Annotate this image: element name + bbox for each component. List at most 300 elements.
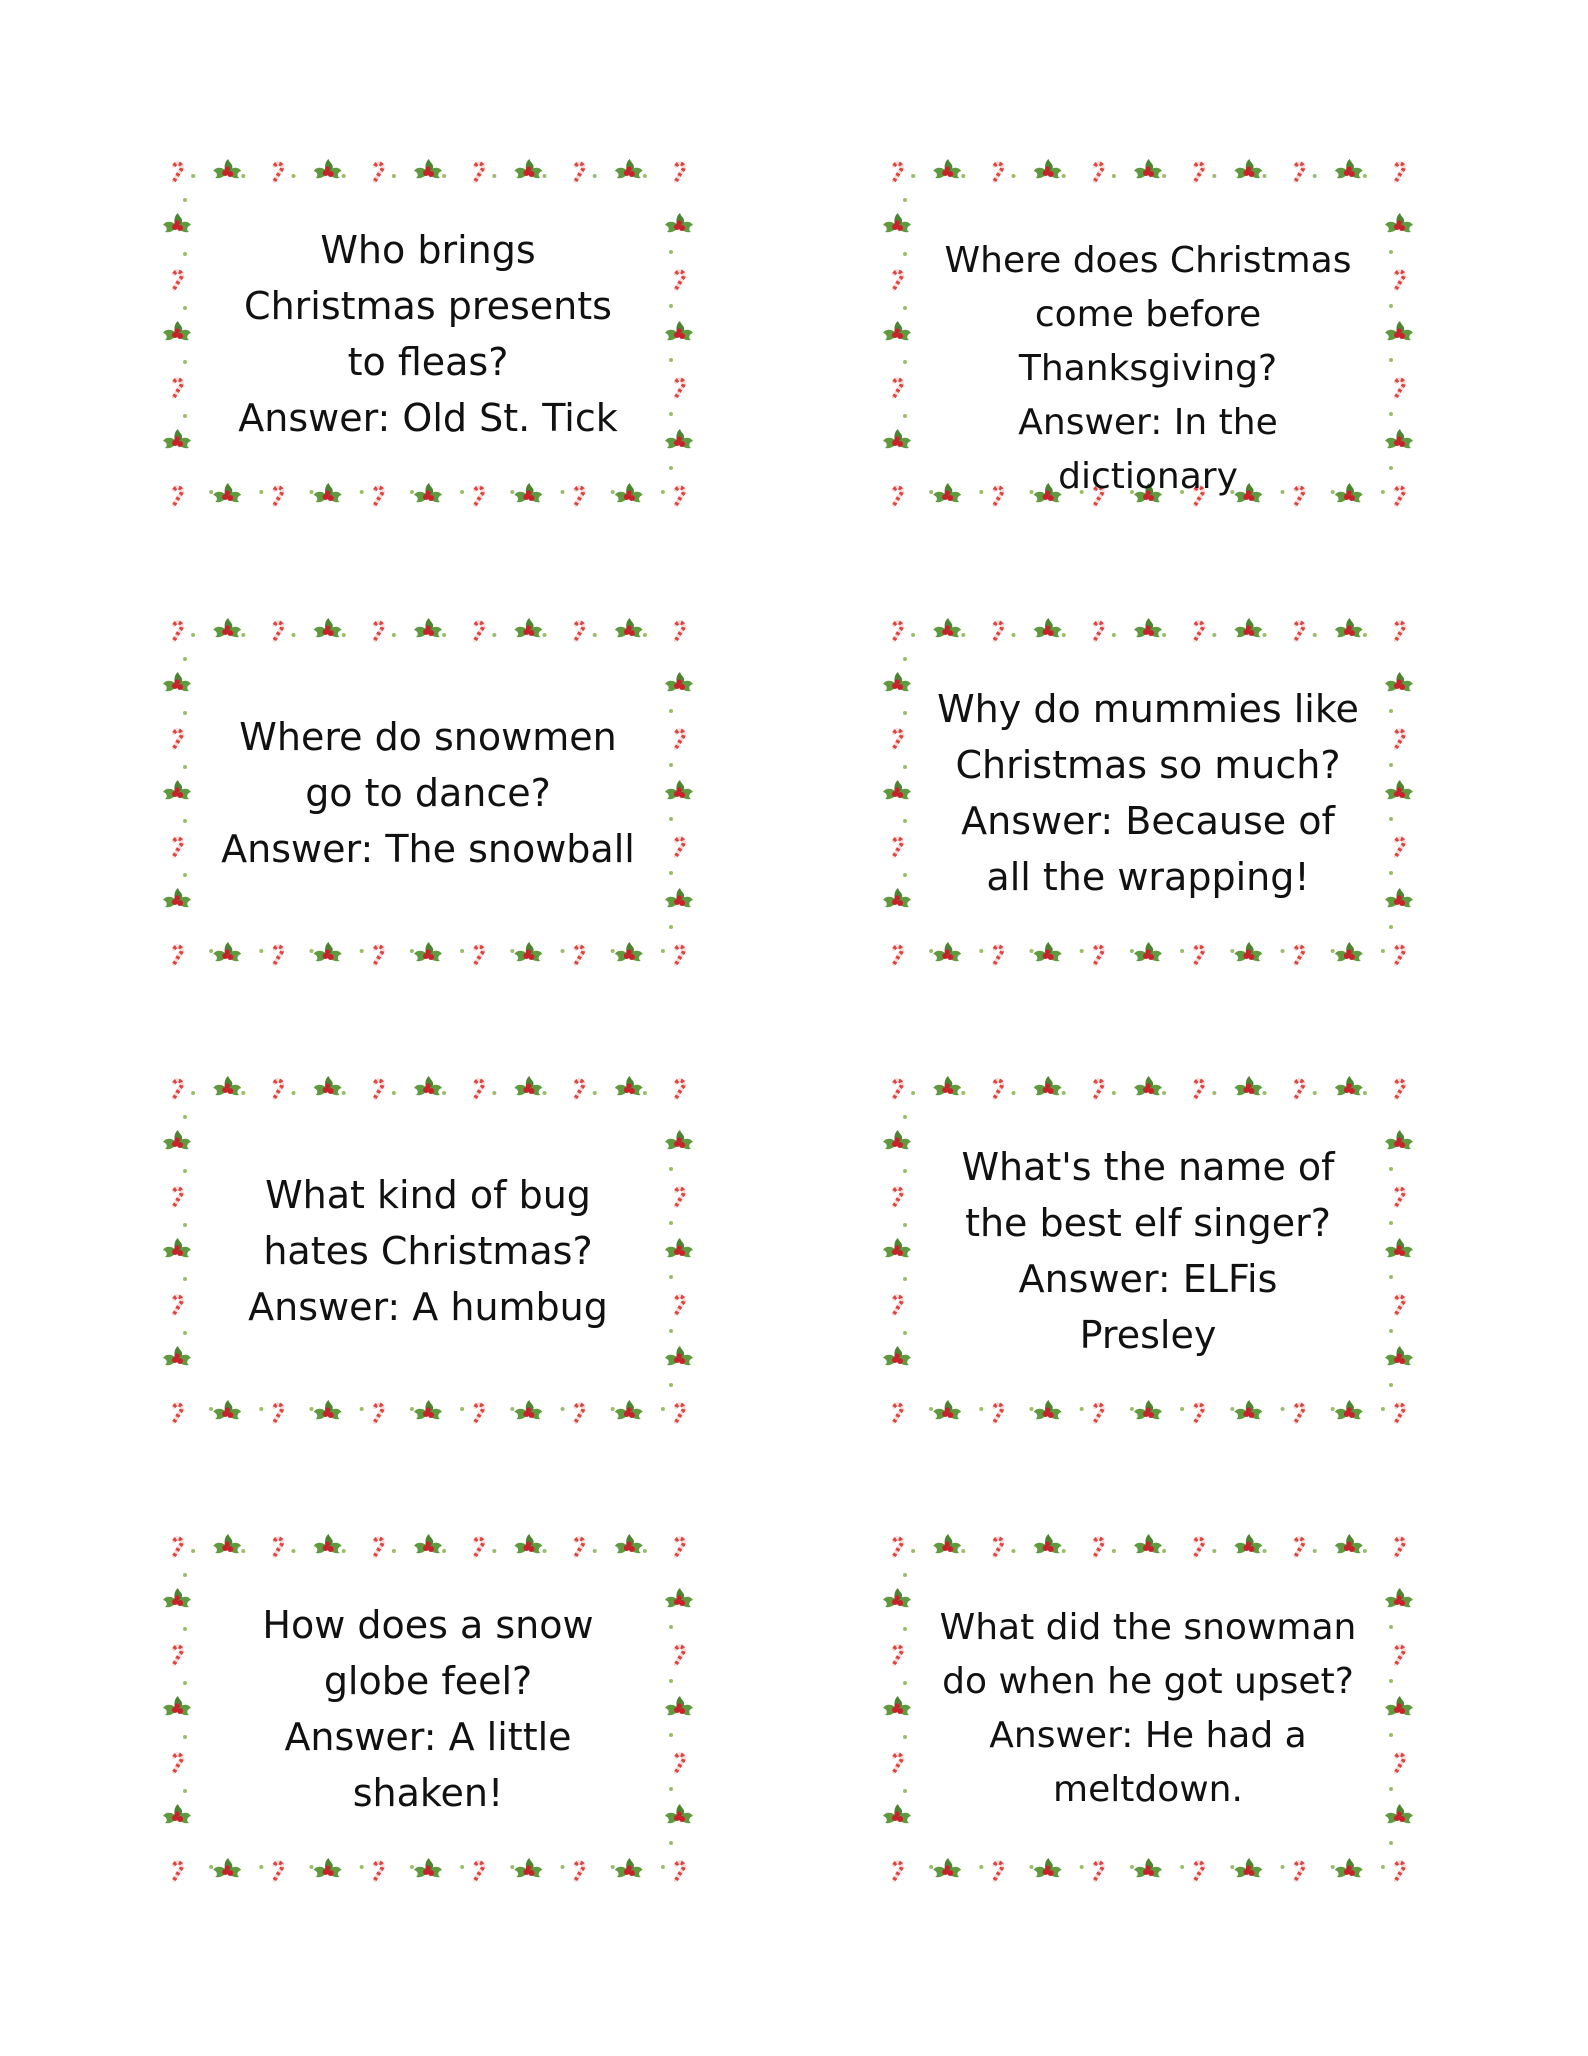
- border-dot: [1389, 925, 1393, 929]
- border-dot: [410, 1407, 414, 1411]
- holly-icon: [1385, 1588, 1413, 1607]
- candy-cane-icon: [1095, 1404, 1103, 1422]
- border-dot: [669, 1167, 673, 1171]
- candy-cane-icon: [1396, 946, 1404, 964]
- border-dot: [183, 1789, 187, 1793]
- holly-icon: [314, 1400, 342, 1419]
- holly-icon: [1234, 618, 1262, 637]
- candy-cane-icon: [676, 838, 684, 856]
- holly-icon: [883, 321, 911, 340]
- border-dot: [643, 1091, 647, 1095]
- border-dot: [1381, 1407, 1385, 1411]
- holly-icon: [414, 942, 442, 961]
- border-dot: [929, 1407, 933, 1411]
- border-dot: [259, 949, 263, 953]
- candy-cane-icon: [676, 1188, 684, 1206]
- candy-cane-icon: [1195, 1538, 1203, 1556]
- border-dot: [183, 306, 187, 310]
- border-dot: [392, 1549, 396, 1553]
- joke-answer-line: shaken!: [352, 1771, 504, 1815]
- border-dot: [903, 1681, 907, 1685]
- holly-icon: [1134, 942, 1162, 961]
- joke-answer-line: Presley: [1079, 1313, 1217, 1357]
- holly-icon: [163, 780, 191, 799]
- candy-cane-icon: [274, 1080, 282, 1098]
- border-dot: [1130, 1865, 1134, 1869]
- joke-answer-line: Answer: In the: [1018, 402, 1278, 443]
- candy-cane-icon: [676, 379, 684, 397]
- joke-card-7: [163, 1533, 693, 1885]
- border-dot: [1162, 174, 1166, 178]
- joke-line: What kind of bug: [265, 1173, 591, 1217]
- candy-cane-icon: [375, 487, 383, 505]
- border-dot: [1080, 1407, 1084, 1411]
- holly-icon: [665, 1346, 693, 1365]
- holly-icon: [213, 942, 241, 961]
- candy-cane-icon: [1195, 946, 1203, 964]
- holly-icon: [213, 1858, 241, 1877]
- candy-cane-icon: [375, 1404, 383, 1422]
- candy-cane-icon: [1296, 1404, 1304, 1422]
- holly-icon: [1335, 1400, 1363, 1419]
- holly-icon: [163, 1804, 191, 1823]
- border-dot: [669, 1383, 673, 1387]
- border-dot: [209, 1865, 213, 1869]
- holly-icon: [933, 1534, 961, 1553]
- holly-icon: [1335, 618, 1363, 637]
- border-dot: [1162, 1091, 1166, 1095]
- border-dot: [1263, 1091, 1267, 1095]
- border-dot: [183, 252, 187, 256]
- holly-icon: [933, 618, 961, 637]
- border-dot: [241, 1091, 245, 1095]
- holly-icon: [314, 1534, 342, 1553]
- candy-cane-icon: [1396, 1862, 1404, 1880]
- border-dot: [669, 1329, 673, 1333]
- holly-icon: [314, 483, 342, 502]
- border-dot: [1062, 633, 1066, 637]
- holly-icon: [615, 942, 643, 961]
- border-dot: [1030, 1865, 1034, 1869]
- border-dot: [1381, 949, 1385, 953]
- holly-icon: [883, 672, 911, 691]
- candy-cane-icon: [676, 1646, 684, 1664]
- candy-cane-icon: [576, 1080, 584, 1098]
- border-dot: [410, 949, 414, 953]
- holly-icon: [665, 213, 693, 232]
- border-dot: [911, 633, 915, 637]
- holly-icon: [1335, 942, 1363, 961]
- holly-icon: [314, 1858, 342, 1877]
- border-dot: [669, 412, 673, 416]
- holly-icon: [933, 1400, 961, 1419]
- border-dot: [903, 1627, 907, 1631]
- candy-cane-icon: [994, 1538, 1002, 1556]
- border-dot: [1263, 174, 1267, 178]
- border-dot: [561, 1865, 565, 1869]
- holly-icon: [514, 618, 542, 637]
- border-dot: [543, 1549, 547, 1553]
- border-dot: [1389, 1221, 1393, 1225]
- joke-answer-line: Answer: The snowball: [221, 827, 635, 871]
- border-dot: [241, 1549, 245, 1553]
- candy-cane-icon: [475, 622, 483, 640]
- candy-cane-icon: [1095, 946, 1103, 964]
- candy-cane-icon: [174, 1188, 182, 1206]
- joke-line: Christmas presents: [244, 284, 612, 328]
- joke-text: [203, 661, 653, 925]
- border-dot: [903, 1573, 907, 1577]
- candy-cane-icon: [375, 622, 383, 640]
- holly-icon: [883, 888, 911, 907]
- border-dot: [903, 198, 907, 202]
- holly-icon: [213, 483, 241, 502]
- border-dot: [561, 490, 565, 494]
- joke-answer-line: Answer: He had a: [989, 1715, 1307, 1756]
- border-dot: [1313, 174, 1317, 178]
- border-dot: [1030, 949, 1034, 953]
- border-dot: [669, 304, 673, 308]
- candy-cane-icon: [274, 1538, 282, 1556]
- candy-cane-icon: [475, 487, 483, 505]
- holly-icon: [615, 1858, 643, 1877]
- border-dot: [191, 174, 195, 178]
- candy-cane-icon: [174, 838, 182, 856]
- holly-icon: [1134, 1534, 1162, 1553]
- border-dot: [1230, 1407, 1234, 1411]
- candy-cane-icon: [274, 1404, 282, 1422]
- joke-line: do when he got upset?: [942, 1661, 1354, 1702]
- border-dot: [1281, 1865, 1285, 1869]
- candy-cane-icon: [894, 1862, 902, 1880]
- holly-icon: [514, 159, 542, 178]
- border-dot: [903, 1277, 907, 1281]
- border-dot: [360, 490, 364, 494]
- holly-icon: [213, 618, 241, 637]
- border-dot: [183, 1627, 187, 1631]
- joke-text: [923, 661, 1373, 925]
- border-dot: [611, 1407, 615, 1411]
- holly-icon: [514, 1400, 542, 1419]
- border-dot: [191, 1549, 195, 1553]
- border-dot: [492, 633, 496, 637]
- candy-cane-icon: [274, 487, 282, 505]
- holly-icon: [665, 1238, 693, 1257]
- border-dot: [593, 1549, 597, 1553]
- joke-line: Thanksgiving?: [1018, 348, 1278, 389]
- joke-card-5: [163, 1075, 693, 1427]
- border-dot: [903, 1789, 907, 1793]
- holly-icon: [314, 942, 342, 961]
- holly-icon: [1234, 1534, 1262, 1553]
- border-dot: [1263, 633, 1267, 637]
- holly-icon: [933, 942, 961, 961]
- joke-answer-line: meltdown.: [1053, 1769, 1243, 1810]
- border-dot: [1012, 1549, 1016, 1553]
- border-dot: [292, 1549, 296, 1553]
- border-dot: [1012, 1091, 1016, 1095]
- border-dot: [669, 871, 673, 875]
- border-dot: [1080, 949, 1084, 953]
- holly-icon: [314, 159, 342, 178]
- holly-icon: [1385, 780, 1413, 799]
- border-dot: [442, 1091, 446, 1095]
- border-dot: [903, 819, 907, 823]
- border-dot: [183, 1331, 187, 1335]
- candy-cane-icon: [1296, 1080, 1304, 1098]
- border-dot: [669, 1679, 673, 1683]
- holly-icon: [514, 483, 542, 502]
- candy-cane-icon: [894, 1538, 902, 1556]
- joke-line: hates Christmas?: [263, 1229, 593, 1273]
- candy-cane-icon: [375, 163, 383, 181]
- holly-icon: [883, 429, 911, 448]
- border-dot: [669, 709, 673, 713]
- candy-cane-icon: [1396, 487, 1404, 505]
- holly-icon: [514, 1534, 542, 1553]
- border-dot: [183, 1115, 187, 1119]
- border-dot: [643, 174, 647, 178]
- border-dot: [1281, 1407, 1285, 1411]
- border-dot: [1230, 1865, 1234, 1869]
- candy-cane-icon: [676, 1862, 684, 1880]
- border-dot: [183, 414, 187, 418]
- candy-cane-icon: [994, 163, 1002, 181]
- border-dot: [961, 174, 965, 178]
- candy-cane-icon: [1396, 730, 1404, 748]
- joke-line: How does a snow: [262, 1603, 594, 1647]
- candy-cane-icon: [475, 946, 483, 964]
- candy-cane-icon: [274, 163, 282, 181]
- border-dot: [1389, 358, 1393, 362]
- border-dot: [1389, 250, 1393, 254]
- border-dot: [1112, 174, 1116, 178]
- candy-cane-icon: [994, 1404, 1002, 1422]
- holly-icon: [1134, 1858, 1162, 1877]
- candy-cane-icon: [1296, 163, 1304, 181]
- border-dot: [929, 1865, 933, 1869]
- holly-icon: [1385, 888, 1413, 907]
- joke-line: come before: [1034, 294, 1262, 335]
- holly-icon: [414, 1076, 442, 1095]
- candy-cane-icon: [894, 271, 902, 289]
- joke-card-8: [883, 1533, 1413, 1885]
- joke-card-2: [883, 158, 1413, 510]
- border-dot: [342, 1549, 346, 1553]
- joke-answer-line: Answer: Old St. Tick: [238, 396, 618, 440]
- border-dot: [510, 949, 514, 953]
- candy-cane-icon: [676, 487, 684, 505]
- border-dot: [611, 490, 615, 494]
- joke-line: go to dance?: [305, 771, 551, 815]
- border-dot: [1062, 1549, 1066, 1553]
- candy-cane-icon: [475, 163, 483, 181]
- candy-cane-icon: [174, 1296, 182, 1314]
- border-dot: [1331, 1407, 1335, 1411]
- border-dot: [410, 1865, 414, 1869]
- candy-cane-icon: [274, 622, 282, 640]
- holly-icon: [163, 888, 191, 907]
- border-dot: [442, 1549, 446, 1553]
- border-dot: [342, 633, 346, 637]
- border-dot: [410, 490, 414, 494]
- border-dot: [979, 1407, 983, 1411]
- candy-cane-icon: [894, 487, 902, 505]
- holly-icon: [213, 1400, 241, 1419]
- holly-icon: [1134, 618, 1162, 637]
- holly-icon: [314, 1076, 342, 1095]
- border-dot: [979, 1865, 983, 1869]
- border-dot: [611, 1865, 615, 1869]
- border-dot: [1389, 709, 1393, 713]
- joke-text: [203, 1577, 653, 1841]
- joke-card-4: [883, 617, 1413, 969]
- joke-answer-line: Answer: A little: [284, 1715, 572, 1759]
- joke-text: [203, 202, 653, 466]
- candy-cane-icon: [174, 1404, 182, 1422]
- holly-icon: [163, 1346, 191, 1365]
- holly-icon: [615, 1076, 643, 1095]
- joke-answer-line: Answer: Because of: [961, 799, 1335, 843]
- candy-cane-icon: [676, 622, 684, 640]
- border-dot: [1080, 1865, 1084, 1869]
- border-dot: [1389, 763, 1393, 767]
- border-dot: [1180, 1407, 1184, 1411]
- candy-cane-icon: [894, 1080, 902, 1098]
- holly-icon: [1234, 1076, 1262, 1095]
- border-dot: [1212, 1091, 1216, 1095]
- border-dot: [183, 198, 187, 202]
- border-dot: [191, 633, 195, 637]
- border-dot: [593, 1091, 597, 1095]
- border-dot: [1313, 1549, 1317, 1553]
- border-dot: [911, 1549, 915, 1553]
- border-dot: [1012, 633, 1016, 637]
- candy-cane-icon: [1095, 1538, 1103, 1556]
- border-dot: [1389, 1679, 1393, 1683]
- candy-cane-icon: [894, 1404, 902, 1422]
- holly-icon: [1335, 159, 1363, 178]
- border-dot: [1162, 1549, 1166, 1553]
- joke-line: What did the snowman: [939, 1607, 1357, 1648]
- border-dot: [209, 949, 213, 953]
- border-dot: [183, 1277, 187, 1281]
- border-dot: [259, 1407, 263, 1411]
- candy-cane-icon: [1095, 163, 1103, 181]
- border-dot: [1313, 633, 1317, 637]
- candy-cane-icon: [1296, 1862, 1304, 1880]
- border-dot: [979, 949, 983, 953]
- border-dot: [460, 949, 464, 953]
- candy-cane-icon: [676, 163, 684, 181]
- border-dot: [1331, 949, 1335, 953]
- candy-cane-icon: [676, 1754, 684, 1772]
- holly-icon: [1134, 1400, 1162, 1419]
- holly-icon: [665, 321, 693, 340]
- border-dot: [911, 174, 915, 178]
- holly-icon: [665, 672, 693, 691]
- joke-line: globe feel?: [323, 1659, 533, 1703]
- candy-cane-icon: [174, 163, 182, 181]
- border-dot: [669, 250, 673, 254]
- holly-icon: [163, 1696, 191, 1715]
- holly-icon: [1335, 1534, 1363, 1553]
- candy-cane-icon: [994, 1080, 1002, 1098]
- candy-cane-icon: [894, 1188, 902, 1206]
- border-dot: [1230, 949, 1234, 953]
- candy-cane-icon: [174, 1862, 182, 1880]
- border-dot: [1112, 633, 1116, 637]
- candy-cane-icon: [174, 1754, 182, 1772]
- candy-cane-icon: [1095, 1080, 1103, 1098]
- border-dot: [1212, 1549, 1216, 1553]
- holly-icon: [1385, 1238, 1413, 1257]
- border-dot: [1389, 304, 1393, 308]
- border-dot: [1212, 633, 1216, 637]
- holly-icon: [213, 1534, 241, 1553]
- border-dot: [669, 1733, 673, 1737]
- border-dot: [310, 490, 314, 494]
- border-dot: [669, 466, 673, 470]
- border-dot: [543, 174, 547, 178]
- border-dot: [903, 1223, 907, 1227]
- holly-icon: [163, 1130, 191, 1149]
- candy-cane-icon: [676, 1080, 684, 1098]
- candy-cane-icon: [894, 838, 902, 856]
- candy-cane-icon: [894, 946, 902, 964]
- border-dot: [183, 1223, 187, 1227]
- candy-cane-icon: [1396, 379, 1404, 397]
- border-dot: [1281, 949, 1285, 953]
- holly-icon: [163, 321, 191, 340]
- candy-cane-icon: [1296, 622, 1304, 640]
- border-dot: [310, 1407, 314, 1411]
- holly-icon: [1034, 1400, 1062, 1419]
- border-dot: [903, 765, 907, 769]
- candy-cane-icon: [676, 1538, 684, 1556]
- border-dot: [1030, 1407, 1034, 1411]
- holly-icon: [665, 429, 693, 448]
- holly-icon: [1385, 1696, 1413, 1715]
- holly-icon: [615, 1400, 643, 1419]
- holly-icon: [1385, 321, 1413, 340]
- border-dot: [543, 1091, 547, 1095]
- candy-cane-icon: [576, 946, 584, 964]
- candy-cane-icon: [174, 487, 182, 505]
- candy-cane-icon: [576, 487, 584, 505]
- border-dot: [1389, 1625, 1393, 1629]
- border-dot: [911, 1091, 915, 1095]
- holly-icon: [414, 618, 442, 637]
- candy-cane-icon: [174, 1080, 182, 1098]
- candy-cane-icon: [475, 1080, 483, 1098]
- holly-icon: [883, 1696, 911, 1715]
- candy-cane-icon: [676, 1404, 684, 1422]
- holly-icon: [1034, 159, 1062, 178]
- border-dot: [1112, 1091, 1116, 1095]
- holly-icon: [665, 1130, 693, 1149]
- border-dot: [561, 1407, 565, 1411]
- border-dot: [1130, 949, 1134, 953]
- candy-cane-icon: [894, 730, 902, 748]
- candy-cane-icon: [174, 379, 182, 397]
- candy-cane-icon: [1296, 1538, 1304, 1556]
- joke-text: [203, 1119, 653, 1383]
- border-dot: [669, 1841, 673, 1845]
- holly-icon: [615, 1534, 643, 1553]
- candy-cane-icon: [1195, 1862, 1203, 1880]
- candy-cane-icon: [475, 1404, 483, 1422]
